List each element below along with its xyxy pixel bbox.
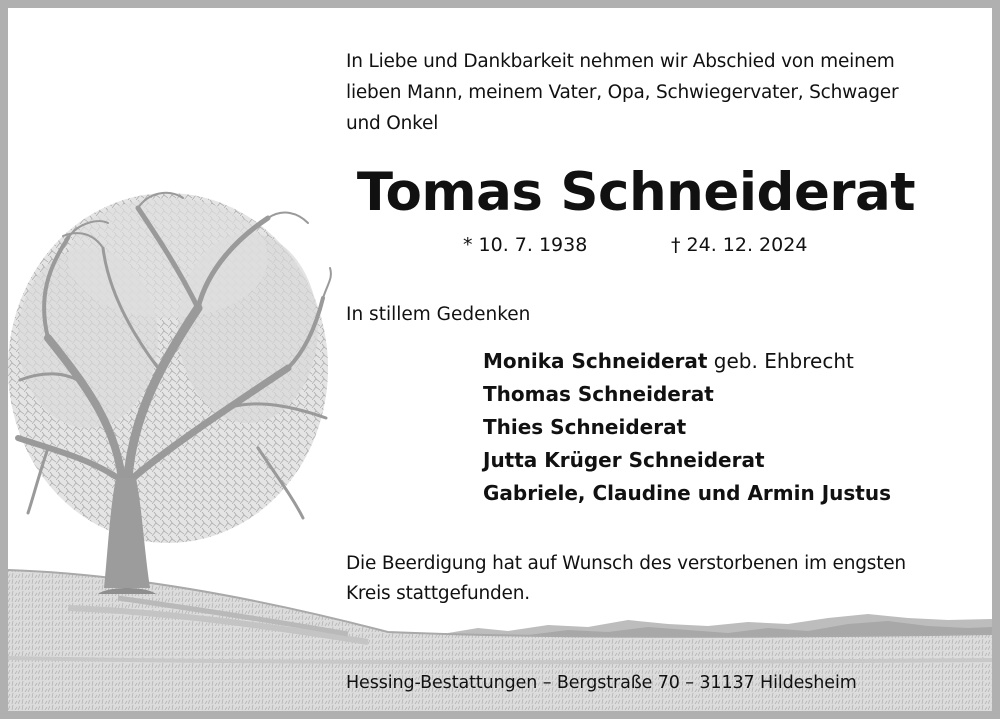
mourner-name: Jutta Krüger Schneiderat xyxy=(483,448,765,472)
notice-line: Kreis stattgefunden. xyxy=(346,583,530,604)
mourner-name: Monika Schneiderat xyxy=(483,349,708,373)
notice-line: Die Beerdigung hat auf Wunsch des verstorbenen im engsten xyxy=(346,553,906,574)
list-item xyxy=(483,477,891,510)
list-item xyxy=(483,345,891,378)
mourner-note: geb. Ehbrecht xyxy=(707,349,854,373)
intro-line: In Liebe und Dankbarkeit nehmen wir Abschied von meinem xyxy=(346,51,895,72)
deceased-name: Tomas Schneiderat xyxy=(356,162,916,223)
intro-line: und Onkel xyxy=(346,113,439,134)
mourner-name: Thies Schneiderat xyxy=(483,415,687,439)
intro-text xyxy=(346,46,946,139)
list-item xyxy=(483,444,891,477)
list-item xyxy=(483,378,891,411)
mourner-name: Thomas Schneiderat xyxy=(483,382,714,406)
mourners-list xyxy=(483,345,891,510)
list-item xyxy=(483,411,891,444)
funeral-notice xyxy=(346,549,946,609)
birth-date: * 10. 7. 1938 xyxy=(463,234,588,256)
mourner-name: Gabriele, Claudine und Armin Justus xyxy=(483,481,891,505)
memory-line: In stillem Gedenken xyxy=(346,304,531,325)
tree-illustration xyxy=(8,193,348,634)
funeral-home-info: Hessing-Bestattungen – Bergstraße 70 – 31137 Hildesheim xyxy=(346,673,857,693)
death-date: † 24. 12. 2024 xyxy=(671,234,808,256)
intro-line: lieben Mann, meinem Vater, Opa, Schwiegervater, Schwager xyxy=(346,82,899,103)
